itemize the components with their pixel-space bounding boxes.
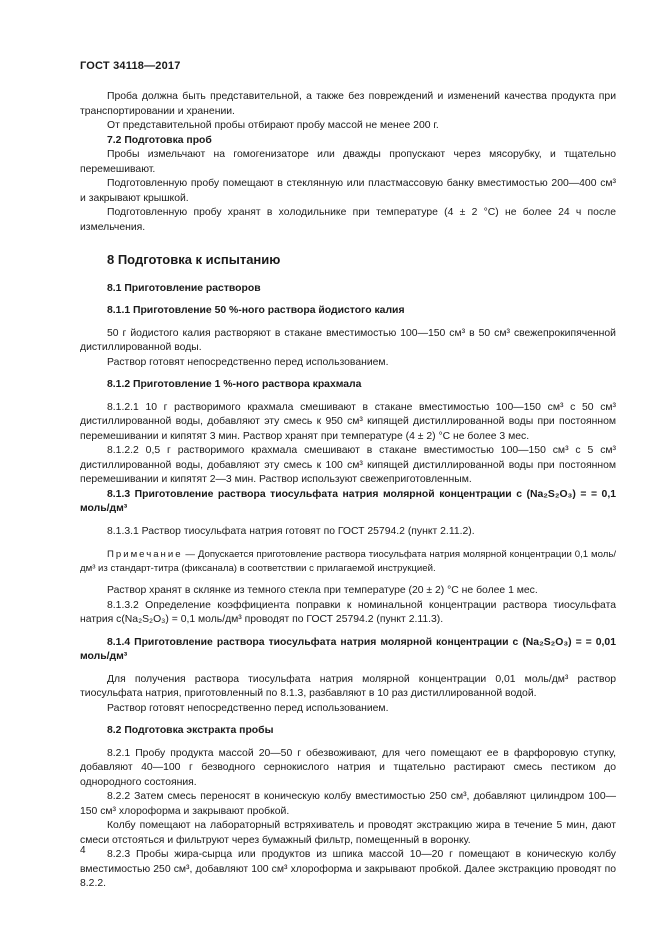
paragraph: Раствор готовят непосредственно перед использованием. — [107, 356, 389, 368]
paragraph: Колбу помещают на лабораторный встряхиватель и проводят экстракцию жира в течение 5 мин, дают смеси отстояться и фильтруют через бумажный фильтр, помещенный в воронку. — [80, 820, 616, 846]
paragraph: Проба должна быть представительной, а также без повреждений и изменений качества продукта при транспортировании и хранении. — [80, 91, 616, 117]
section-heading-8-1-3: 8.1.3 Приготовление раствора тиосульфата натрия молярной концентрации c (Na₂S₂O₃) = = 0,1 моль/дм³ — [80, 488, 616, 514]
paragraph: Подготовленную пробу хранят в холодильнике при температуре (4 ± 2 °С) не более 24 ч после измельчения. — [80, 207, 616, 233]
paragraph: Пробы измельчают на гомогенизаторе или дважды пропускают через мясорубку, и тщательно перемешивают. — [80, 149, 616, 175]
paragraph: От представительной пробы отбирают пробу массой не менее 200 г. — [107, 120, 439, 131]
section-heading-8: 8 Подготовка к испытанию — [107, 252, 281, 267]
section-heading-8-1-4: 8.1.4 Приготовление раствора тиосульфата натрия молярной концентрации c (Na₂S₂O₃) = = 0,01 моль/дм³ — [80, 636, 616, 662]
section-heading-8-1-1: 8.1.1 Приготовление 50 %-ного раствора йодистого калия — [107, 305, 405, 316]
paragraph: Подготовленную пробу помещают в стеклянную или пластмассовую банку вместимостью 200—400 см³ и закрывают крышкой. — [80, 178, 616, 204]
page-number: 4 — [80, 845, 86, 856]
note-text: — Допускается приготовление раствора тиосульфата натрия молярной концентрации 0,1 моль/дм³ из стандарт-титра (фиксанала) в соответствии с прилагаемой инструкцией. — [80, 549, 616, 574]
paragraph: Раствор хранят в склянке из темного стекла при температуре (20 ± 2) °С не более 1 мес. — [107, 585, 538, 596]
note — [80, 548, 616, 576]
document-header: ГОСТ 34118—2017 — [80, 60, 181, 72]
paragraph: 8.1.2.2 0,5 г растворимого крахмала смешивают в стакане вместимостью 100—150 см³ с 5 см³ дистиллированной воды, добавляют эту смесь к 100 см³ кипящей дистиллированной воды при постоянном перемешивании и кипятят 2—3 мин. Раствор используют свежеприготовленным. — [80, 445, 616, 485]
paragraph: 8.2.2 Затем смесь переносят в коническую колбу вместимостью 250 см³, добавляют цилиндром 100—150 см³ хлороформа и закрывают пробкой. — [80, 791, 616, 817]
section-heading-8-2: 8.2 Подготовка экстракта пробы — [107, 725, 274, 736]
paragraph: Для получения раствора тиосульфата натрия молярной концентрации 0,01 моль/дм³ раствор тиосульфата натрия, приготовленный по 8.1.3, разбавляют в 10 раз дистиллированной водой. — [80, 673, 616, 699]
paragraph: Раствор готовят непосредственно перед использованием. — [107, 702, 389, 714]
paragraph: 8.1.3.1 Раствор тиосульфата натрия готовят по ГОСТ 25794.2 (пункт 2.11.2). — [107, 525, 475, 537]
note-label: Примечание — [107, 549, 183, 560]
section-heading-8-1: 8.1 Приготовление растворов — [107, 282, 261, 294]
paragraph: 50 г йодистого калия растворяют в стакане вместимостью 100—150 см³ в 50 см³ свежепрокипяченной дистиллированной воды. — [80, 327, 616, 353]
section-heading-8-1-2: 8.1.2 Приготовление 1 %-ного раствора крахмала — [107, 379, 362, 390]
paragraph: 8.2.1 Пробу продукта массой 20—50 г обезвоживают, для чего помещают ее в фарфоровую ступку, добавляют 40—100 г безводного сернокислого натрия и тщательно растирают смесь пестиком до однородного состояния. — [80, 747, 616, 788]
paragraph: 8.2.3 Пробы жира-сырца или продуктов из шпика массой 10—20 г помещают в коническую колбу вместимостью 250 см³, добавляют 100 см³ хлороформа и закрывают пробкой. Далее экстракцию проводят по 8.2.2. — [80, 849, 616, 889]
paragraph: 8.1.2.1 10 г растворимого крахмала смешивают в стакане вместимостью 100—150 см³ с 50 см³ дистиллированной воды, добавляют эту смесь к 950 см³ кипящей дистиллированной воды при постоянном перемешивании и кипятят 3 мин. Раствор хранят при температуре (4 ± 2) °С не более 3 мес. — [80, 401, 616, 442]
paragraph: 8.1.3.2 Определение коэффициента поправки к номинальной концентрации раствора тиосульфата натрия c(Na₂S₂O₃) = 0,1 моль/дм³ проводят по ГОСТ 25794.2 (пункт 2.11.3). — [80, 599, 616, 625]
document-body — [80, 90, 616, 892]
section-heading-7-2: 7.2 Подготовка проб — [107, 134, 212, 146]
